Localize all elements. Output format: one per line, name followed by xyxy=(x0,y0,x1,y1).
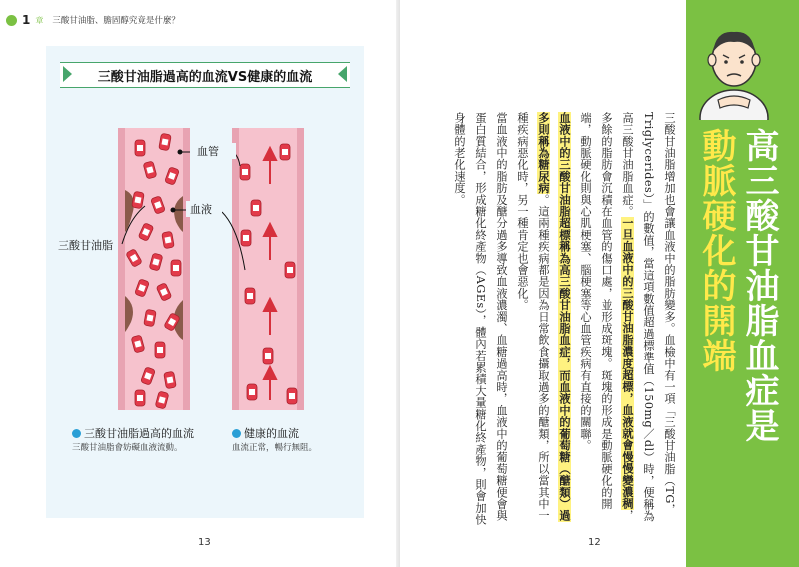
blood-cell-healthy-2-core xyxy=(282,149,288,155)
chapter-number: 1 xyxy=(22,13,31,27)
healthy-vessel-wall-left xyxy=(232,128,239,410)
body-p1-b: ，多餘的脂肪會沉積在血管的傷口處，並形成斑塊。斑塊的形成是動脈硬化的開端，動脈硬化則與心肌梗塞、腦梗塞等心血管疾病有直接的關聯。 xyxy=(579,112,634,522)
body-p2-b: 。這兩種疾病都是因為日常飲食攝取過多的醣類，所以當其中一種疾病惡化時，另一種肯定也會惡化。 xyxy=(516,112,550,522)
blood-cell-unhealthy-1-core xyxy=(137,145,143,151)
blood-cell-unhealthy-2-core xyxy=(162,139,169,146)
unhealthy-vessel xyxy=(118,128,190,410)
blood-cell-unhealthy-14-core xyxy=(147,315,154,322)
blood-cell-healthy-4-core xyxy=(243,235,249,241)
blood-cell-healthy-5-core xyxy=(287,267,293,273)
healthy-vessel xyxy=(232,128,304,410)
blood-cell-healthy-7-core xyxy=(265,353,271,359)
body-p1-a: 三酸甘油脂增加也會讓血液中的脂肪變多。血檢中有一項「三酸甘油脂（TG，Triglycerides）」的數值，當這項數值超過標準值（150mg／dl）時，便稱為高三酸甘油脂血症。 xyxy=(621,112,676,522)
blood-cell-unhealthy-11-core xyxy=(173,265,179,271)
caption-healthy-heading: 健康的血流 xyxy=(232,426,342,441)
figure-title: 三酸甘油脂過高的血流VS健康的血流 xyxy=(60,62,350,88)
blood-cell-healthy-1-core xyxy=(242,169,248,175)
right-page-number: 12 xyxy=(588,537,601,548)
worried-man-illustration xyxy=(686,0,799,120)
vessel-label: 血管 xyxy=(197,145,219,158)
chapter-mark: 章 xyxy=(35,15,44,25)
blood-cell-unhealthy-8-core xyxy=(165,237,172,244)
body-p3: 當血液中的脂肪及醣分過多導致血液濃濁、血糖過高時，血液中的葡萄糖便會與蛋白質結合，形成糖化終產物（AGEs），體內若累積大量糖化終產物，則會加快身體的老化速度。 xyxy=(453,112,508,526)
unhealthy-vessel-wall-right xyxy=(183,128,190,410)
left-page-number: 13 xyxy=(198,537,211,548)
triglyceride-label: 三酸甘油脂 xyxy=(58,239,113,252)
caption-healthy xyxy=(232,426,342,455)
blood-cell-healthy-8-core xyxy=(249,389,255,395)
blood-cell-unhealthy-17-core xyxy=(157,347,163,353)
caption-unhealthy-sub: 三酸甘油脂會妨礙血液流動。 xyxy=(72,443,183,453)
leader-dot-vessel xyxy=(178,150,183,155)
caption-unhealthy-heading: 三酸甘油脂過高的血流 xyxy=(72,426,202,441)
blood-cell-unhealthy-19-core xyxy=(167,377,174,384)
blood-cell-healthy-3-core xyxy=(253,205,259,211)
blood-label: 血液 xyxy=(190,203,212,216)
caption-healthy-sub: 血流正常，暢行無阻。 xyxy=(232,443,318,453)
healthy-vessel-wall-right xyxy=(297,128,304,410)
blood-cell-unhealthy-5-core xyxy=(135,197,142,204)
caption-unhealthy xyxy=(72,426,202,455)
leader-dot-blood xyxy=(171,208,176,213)
body-p2-highlight: 血液中的三酸甘油脂超標稱為高三酸甘油脂血症，而血液中的葡萄糖（醣類）過多則稱為糖尿病 xyxy=(537,112,571,522)
body-text xyxy=(453,112,680,532)
section-heading-line2: 動脈硬化的開端 xyxy=(696,128,736,373)
blood-cell-unhealthy-20-core xyxy=(137,395,143,401)
blood-cell-healthy-6-core xyxy=(247,293,253,299)
blood-cell-healthy-9-core xyxy=(289,393,295,399)
body-p1-highlight: 一旦血液中的三酸甘油脂濃度超標，血液就會慢慢變濃稠 xyxy=(621,217,634,510)
section-heading-line1: 高三酸甘油脂血症是 xyxy=(739,128,779,443)
chapter-title: 三酸甘油脂、膽固醇究竟是什麼？ xyxy=(52,16,180,26)
unhealthy-vessel-wall-left xyxy=(118,128,125,410)
